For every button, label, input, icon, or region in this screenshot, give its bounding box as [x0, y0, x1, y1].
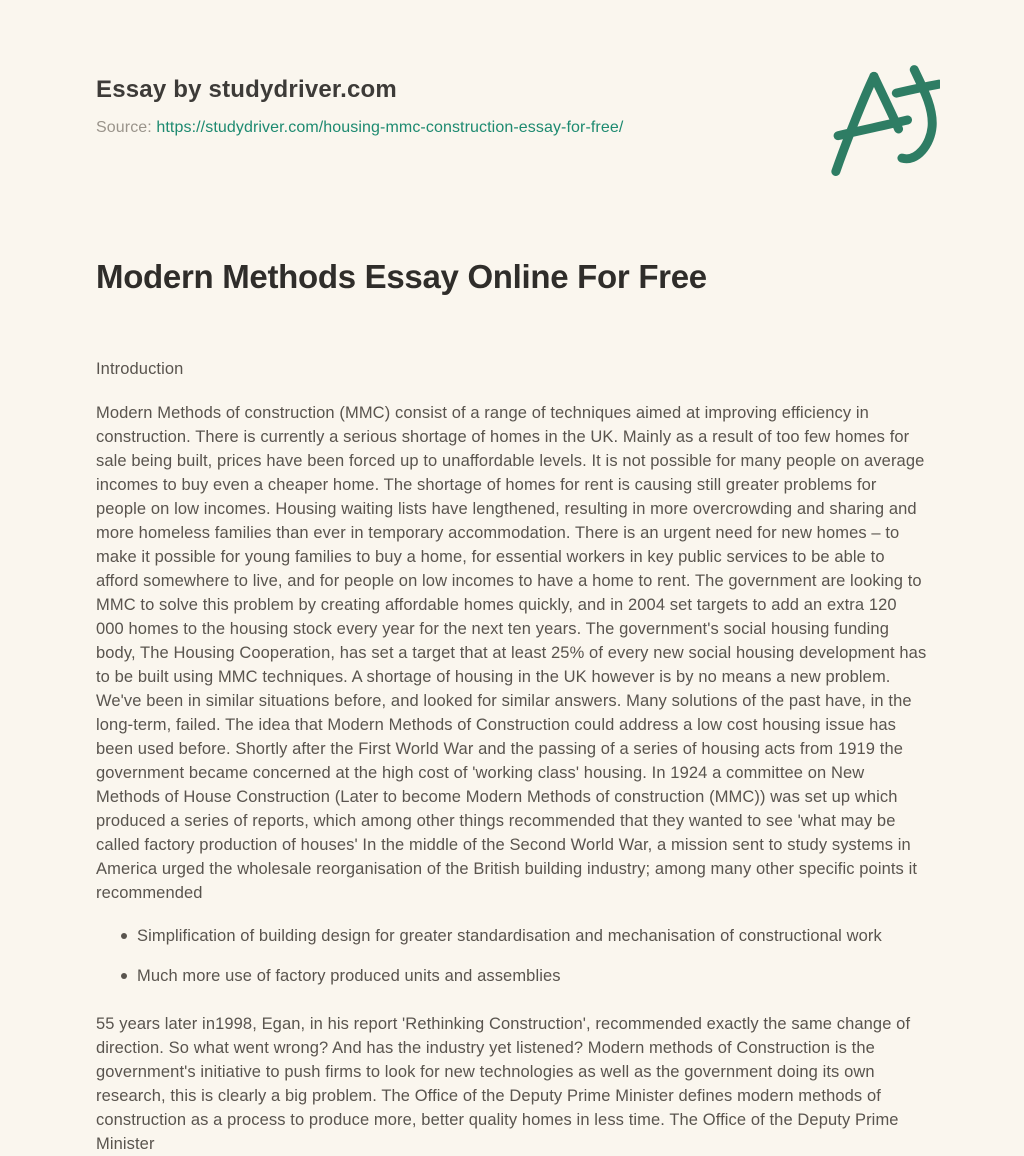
- closing-paragraph: 55 years later in1998, Egan, in his report 'Rethinking Construction', recommended exactly the same change of direction. So what went wrong? And has the industry yet listened? Modern methods of Construction is the government's initiative to push firms to look for new technologies as well as the government doing its own research, this is clearly a big problem. The Office of the Deputy Prime Minister defines modern methods of construction as a process to produce more, better quality homes in less time. The Office of the Deputy Prime Minister: [96, 1015, 911, 1153]
- header-text-block: [96, 62, 623, 137]
- intro-paragraph: Modern Methods of construction (MMC) consist of a range of techniques aimed at improving efficiency in construction. There is currently a serious shortage of homes in the UK. Mainly as a result of too few homes for sale being built, prices have been forced up to unaffordable levels. It is not possible for many people on average incomes to buy even a cheaper home. The shortage of homes for rent is causing still greater problems for people on low incomes. Housing waiting lists have lengthened, resulting in more overcrowding and sharing and more homeless families than ever in temporary accommodation. There is an urgent need for new homes – to make it possible for young families to buy a home, for essential workers in key public services to be able to afford somewhere to live, and for people on low incomes to have a home to rent. The government are looking to MMC to solve this problem by creating affordable homes quickly, and in 2004 set targets to add an extra 120 000 homes to the housing stock every year for the next ten years. The government's social housing funding body, The Housing Cooperation, has set a target that at least 25% of every new social housing development has to be built using MMC techniques. A shortage of housing in the UK however is by no means a new problem. We've been in similar situations before, and looked for similar answers. Many solutions of the past have, in the long-term, failed. The idea that Modern Methods of Construction could address a low cost housing issue has been used before. Shortly after the First World War and the passing of a series of housing acts from 1919 the government became concerned at the high cost of 'working class' housing. In 1924 a committee on New Methods of House Construction (Later to become Modern Methods of construction (MMC)) was set up which produced a series of reports, which among other things recommended that they wanted to see 'what may be called factory production of houses' In the middle of the Second World War, a mission sent to study systems in America urged the wholesale reorganisation of the British building industry; among many other specific points it recommended: [96, 404, 927, 902]
- source-line: [96, 119, 623, 137]
- list-item: Much more use of factory produced units and assemblies: [96, 964, 928, 988]
- a-plus-logo-icon: [828, 64, 940, 176]
- source-link[interactable]: https://studydriver.com/housing-mmc-construction-essay-for-free/: [156, 119, 624, 136]
- essay-title: Modern Methods Essay Online For Free: [96, 258, 707, 295]
- site-title: Essay by studydriver.com: [96, 76, 397, 103]
- recommendations-list: [96, 924, 928, 988]
- section-heading-introduction: Introduction: [96, 360, 184, 378]
- studydriver-logo: [828, 64, 940, 176]
- source-label: Source:: [96, 119, 152, 136]
- list-item: Simplification of building design for greater standardisation and mechanisation of constructional work: [96, 924, 928, 948]
- page-header: [96, 0, 928, 176]
- essay-content: [96, 258, 928, 1156]
